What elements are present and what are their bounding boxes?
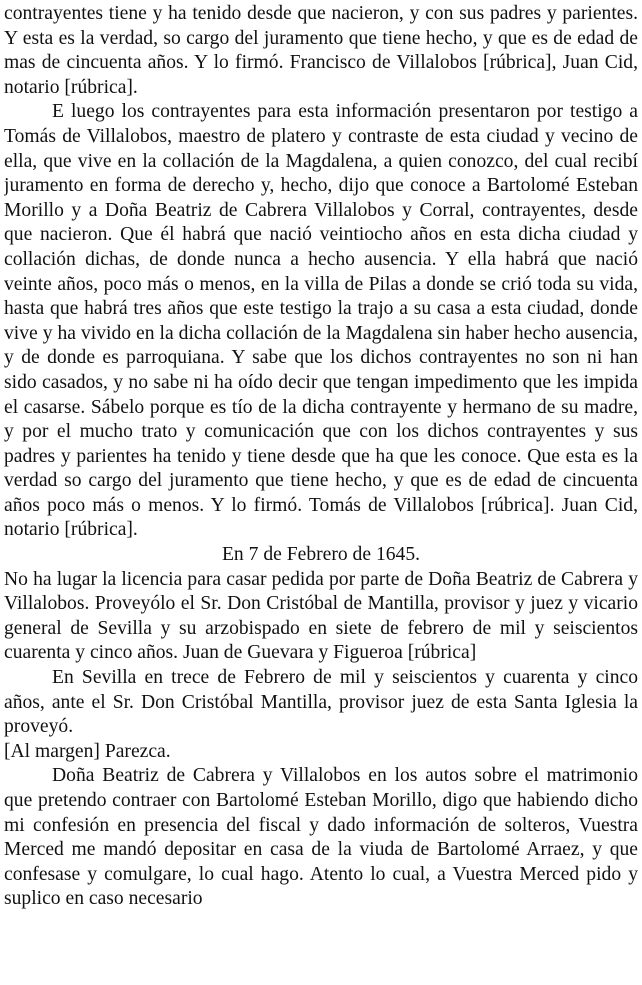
document-page — [4, 2, 638, 982]
paragraph-license-denied: No ha lugar la licencia para casar pedida por parte de Doña Beatriz de Cabrera y Villalobos. Proveyólo el Sr. Don Cristóbal de Mantilla, provisor y juez y vicario general de Sevilla y su arzobispado en siete de febrero de mil y seiscientos cuarenta y cinco años. Juan de Guevara y Figueroa [rúbrica] — [4, 568, 638, 664]
paragraph-seville-provision: En Sevilla en trece de Febrero de mil y seiscientos y cuarenta y cinco años, ante el Sr. Don Cristóbal Mantilla, provisor juez de esta Santa Iglesia la proveyó. — [4, 667, 638, 738]
margin-note: [Al margen] Parezca. — [4, 740, 171, 762]
paragraph-witness-2-testimony: E luego los contrayentes para esta información presentaron por testigo a Tomás de Villalobos, maestro de platero y contraste de esta ciudad y vecino de ella, que vive en la collación de la Magdalena, a quien conozco, del cual recibí juramento en forma de derecho y, hecho, dijo que conoce a Bartolomé Esteban Morillo y a Doña Beatriz de Cabrera Villalobos y Corral, contrayentes, desde que nacieron. Que él habrá que nació veintiocho años en esta dicha ciudad y collación dichas, de donde nunca a hecho ausencia. Y ella habrá que nació veinte años, poco más o menos, en la villa de Pilas a donde se crió toda su vida, hasta que habrá tres años que este testigo la trajo a su casa a esta ciudad, donde vive y ha vivido en la dicha collación de la Magdalena sin haber hecho ausencia, y de donde es parroquiana. Y sabe que los dichos contrayentes no son ni han sido casados, y no sabe ni ha oído decir que tengan impedimento que les impida el casarse. Sábelo porque es tío de la dicha contrayente y hermano de su madre, y por el mucho trato y comunicación que con los dichos contrayentes y sus padres y parientes ha tenido y tiene desde que ha que les conoce. Que esta es la verdad so cargo del juramento que tiene hecho, y que es de edad de cincuenta años poco más o menos. Y lo firmó. Tomás de Villalobos [rúbrica]. Juan Cid, notario [rúbrica]. — [4, 101, 638, 541]
paragraph-petition: Doña Beatriz de Cabrera y Villalobos en los autos sobre el matrimonio que pretendo contraer con Bartolomé Esteban Morillo, digo que habiendo dicho mi confesión en presencia del fiscal y dado información de solteros, Vuestra Merced me mandó depositar en casa de la viuda de Bartolomé Arraez, y que confesase y comulgare, lo cual hago. Atento lo cual, a Vuestra Merced pido y suplico en caso necesario — [4, 765, 638, 910]
paragraph-witness-1-closing: contrayentes tiene y ha tenido desde que nacieron, y con sus padres y parientes. Y esta es la verdad, so cargo del juramento que tiene hecho, y que es de edad de mas de cincuenta años. Y lo firmó. Francisco de Villalobos [rúbrica], Juan Cid, notario [rúbrica]. — [4, 3, 638, 98]
date-heading: En 7 de Febrero de 1645. — [221, 544, 421, 566]
